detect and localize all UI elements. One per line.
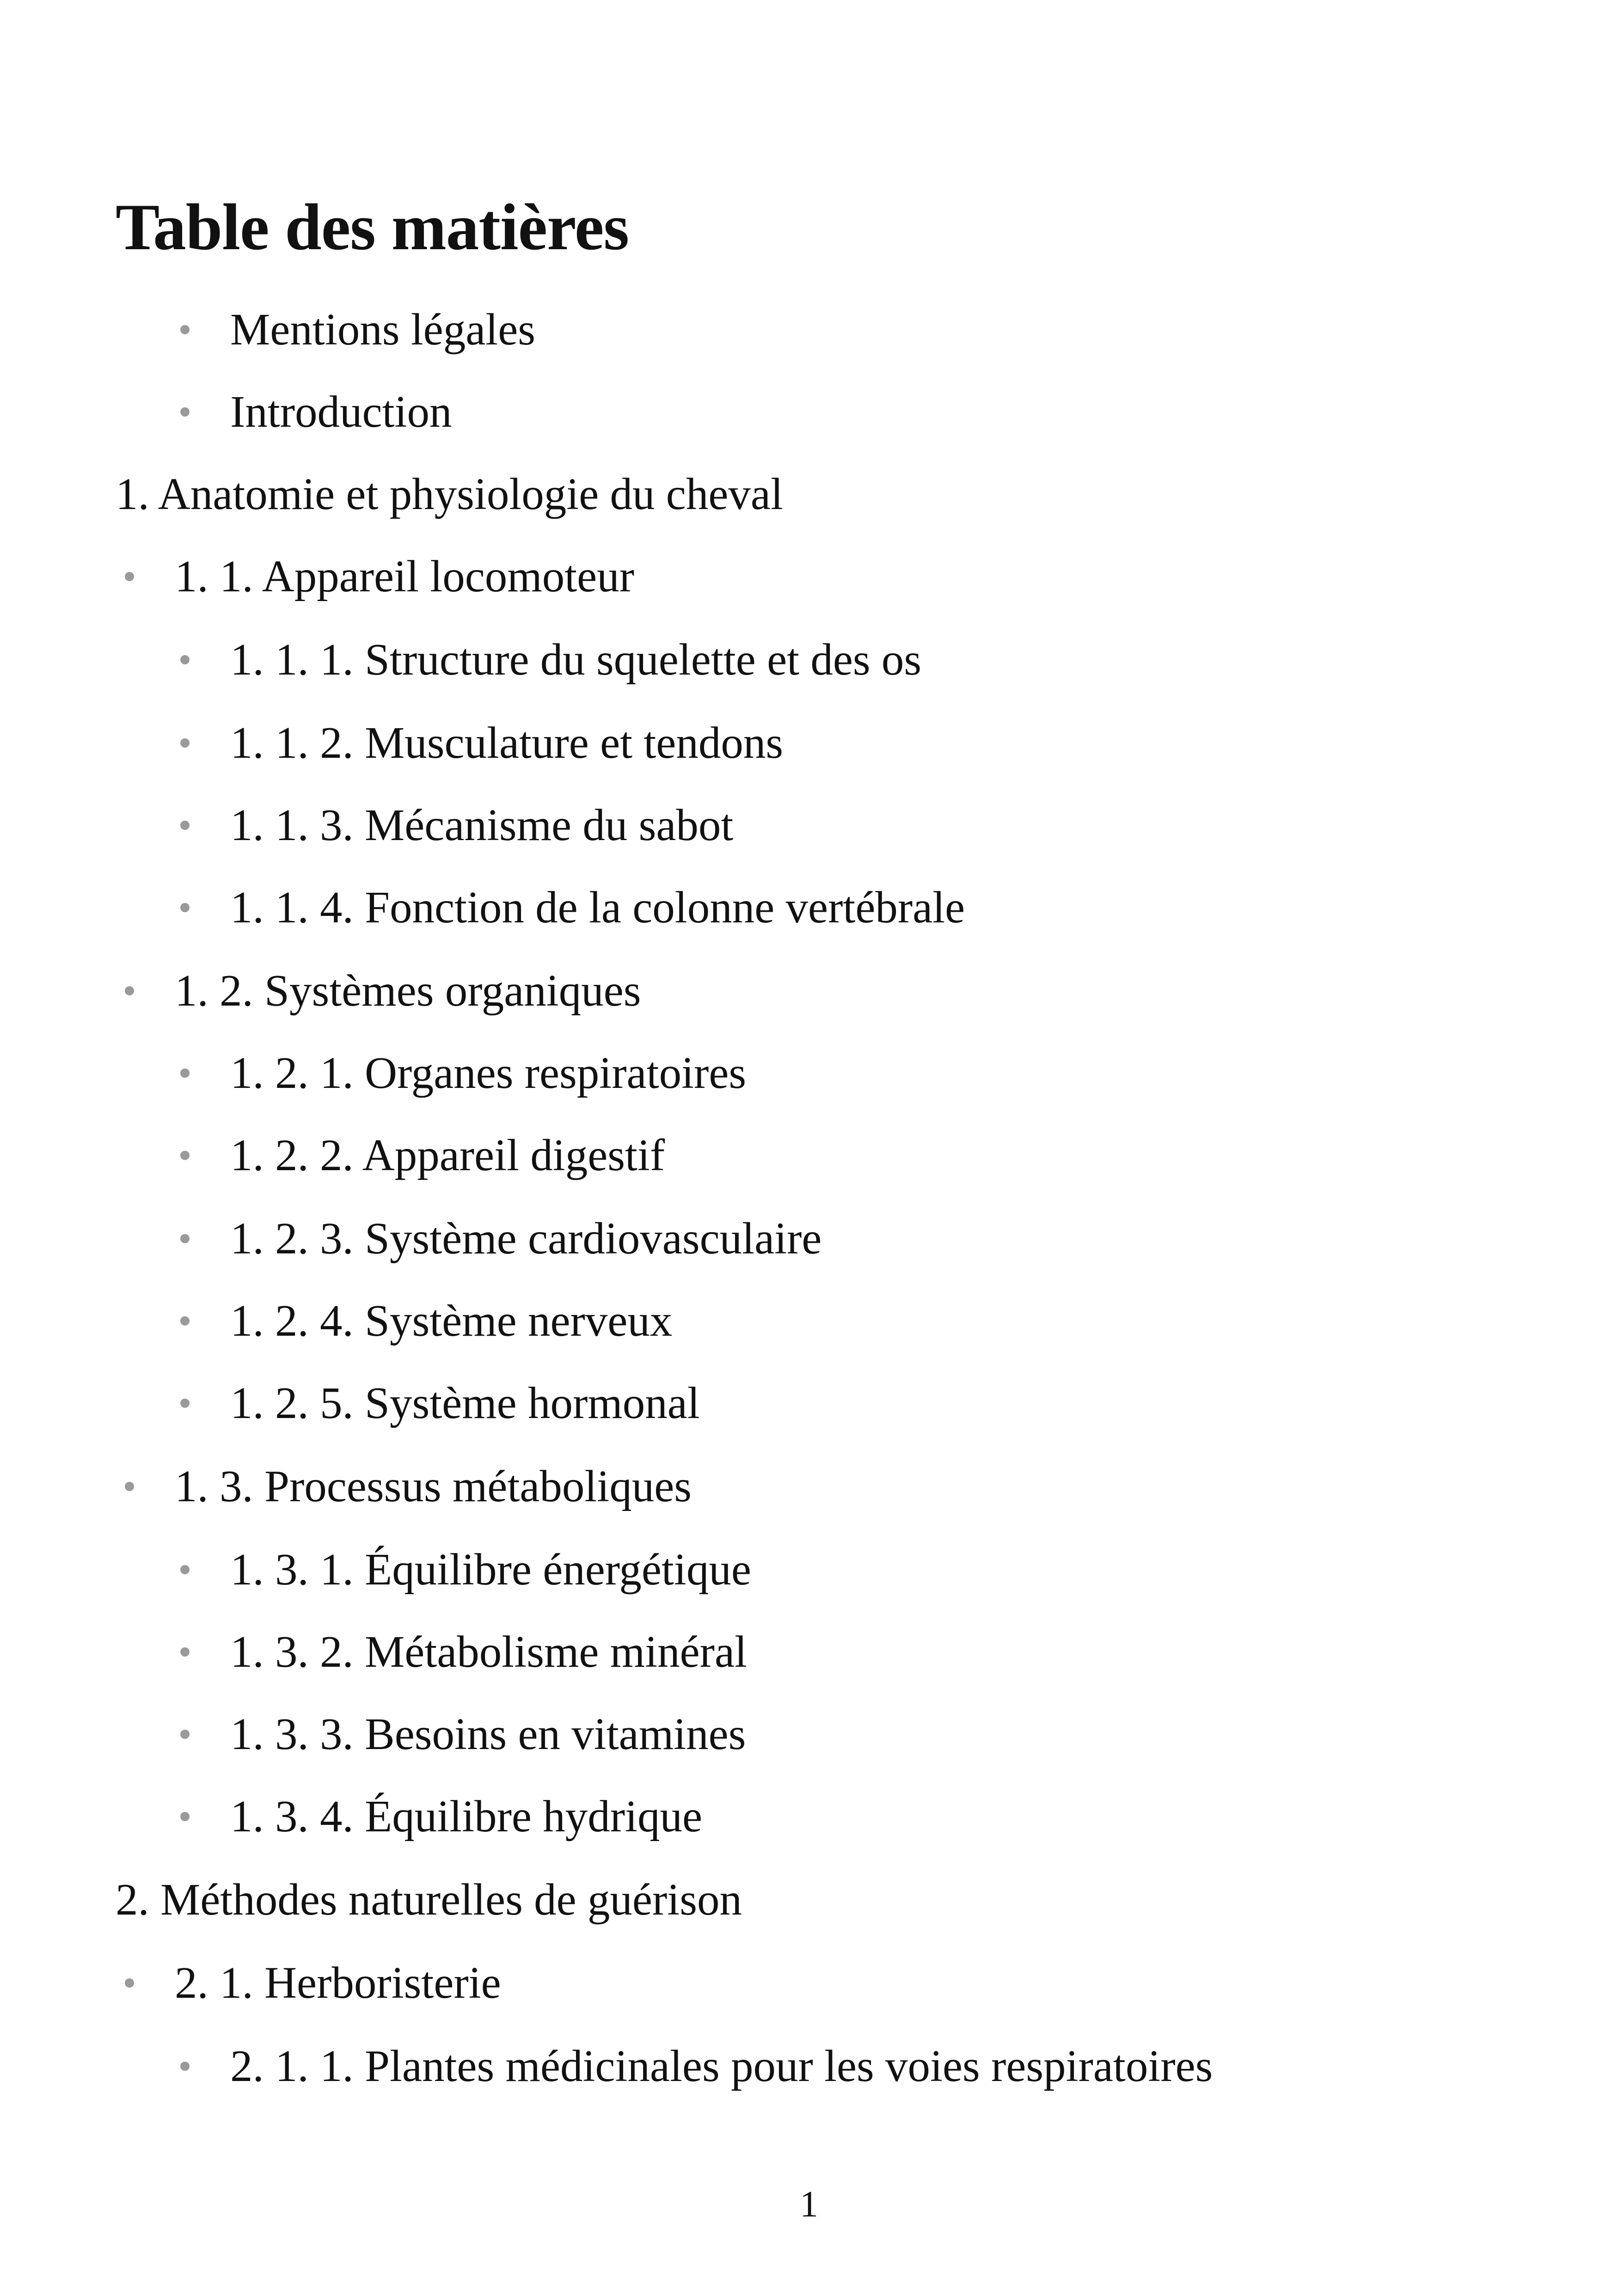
toc-item-label: 1. 2. 3. Système cardiovasculaire: [230, 1214, 822, 1263]
toc-item-label: 1. 1. 3. Mécanisme du sabot: [230, 800, 734, 850]
toc-item-label: 1. 3. 1. Équilibre énergétique: [230, 1545, 751, 1594]
toc-subsection-1-3-4[interactable]: [180, 1791, 702, 1842]
bullet-icon: [180, 1234, 190, 1243]
toc-subsection-1-3-3[interactable]: [180, 1709, 746, 1760]
bullet-icon: [180, 1812, 190, 1821]
toc-item-label: 2. 1. 1. Plantes médicinales pour les voies respiratoires: [230, 2041, 1213, 2091]
toc-subsection-1-2-3[interactable]: [180, 1213, 821, 1264]
toc-item-label: Introduction: [230, 387, 452, 436]
toc-item-label: 1. 1. 4. Fonction de la colonne vertébrale: [230, 883, 965, 932]
toc-section-1-2[interactable]: [125, 965, 641, 1016]
toc-item-label: 1. 2. 5. Système hormonal: [230, 1378, 700, 1428]
bullet-icon: [180, 1151, 190, 1160]
page-number: 1: [800, 2184, 818, 2225]
bullet-icon: [180, 1068, 190, 1078]
bullet-icon: [180, 1316, 190, 1326]
toc-subsection-1-1-1[interactable]: [180, 634, 921, 685]
toc-item-label: 1. 1. 2. Musculature et tendons: [230, 718, 784, 767]
toc-subsection-1-1-3[interactable]: [180, 800, 733, 851]
bullet-icon: [180, 325, 190, 334]
toc-subsection-1-2-2[interactable]: [180, 1130, 665, 1181]
toc-subsection-1-2-4[interactable]: [180, 1295, 672, 1346]
toc-subsection-1-3-1[interactable]: [180, 1544, 751, 1595]
page-title: Table des matières: [116, 190, 629, 264]
toc-item-label: 1. 3. 2. Métabolisme minéral: [230, 1627, 747, 1676]
toc-item-label: 1. 2. 1. Organes respiratoires: [230, 1048, 747, 1098]
toc-item-label: 2. Méthodes naturelles de guérison: [116, 1875, 742, 1924]
toc-item-label: 1. 1. Appareil locomoteur: [175, 552, 635, 601]
toc-subsection-1-1-2[interactable]: [180, 718, 783, 768]
bullet-icon: [180, 2062, 190, 2071]
toc-item-label: 1. 2. Systèmes organiques: [175, 966, 641, 1015]
toc-section-1-3[interactable]: [125, 1461, 692, 1512]
toc-chapter-2[interactable]: [116, 1874, 742, 1925]
toc-item-label: 1. 2. 4. Système nerveux: [230, 1296, 673, 1345]
toc-chapter-1[interactable]: [116, 469, 783, 520]
toc-item-label: 1. 3. 4. Équilibre hydrique: [230, 1792, 703, 1841]
toc-item-label: 2. 1. Herboristerie: [175, 1958, 501, 2007]
bullet-icon: [180, 407, 190, 417]
toc-item-label: 1. Anatomie et physiologie du cheval: [116, 469, 783, 519]
bullet-icon: [180, 1399, 190, 1408]
toc-section-1-1[interactable]: [125, 551, 634, 602]
toc-item-label: 1. 3. 3. Besoins en vitamines: [230, 1709, 746, 1759]
toc-subsection-1-2-5[interactable]: [180, 1378, 700, 1429]
bullet-icon: [180, 655, 190, 664]
bullet-icon: [125, 572, 134, 581]
toc-subsection-2-1-1[interactable]: [180, 2041, 1213, 2092]
bullet-icon: [180, 738, 190, 748]
bullet-icon: [180, 1647, 190, 1657]
bullet-icon: [125, 986, 134, 995]
bullet-icon: [180, 1730, 190, 1739]
toc-item-label: Mentions légales: [230, 305, 536, 354]
bullet-icon: [180, 1565, 190, 1574]
toc-item-label: 1. 3. Processus métaboliques: [175, 1461, 692, 1511]
toc-item-mentions-legales[interactable]: [180, 304, 535, 355]
bullet-icon: [180, 821, 190, 830]
toc-subsection-1-3-2[interactable]: [180, 1627, 747, 1677]
bullet-icon: [125, 1978, 134, 1988]
toc-subsection-1-1-4[interactable]: [180, 882, 965, 933]
bullet-icon: [125, 1482, 134, 1491]
toc-subsection-1-2-1[interactable]: [180, 1048, 746, 1099]
toc-item-label: 1. 2. 2. Appareil digestif: [230, 1130, 665, 1180]
toc-section-2-1[interactable]: [125, 1958, 501, 2008]
toc-item-introduction[interactable]: [180, 387, 452, 437]
bullet-icon: [180, 903, 190, 912]
toc-item-label: 1. 1. 1. Structure du squelette et des os: [230, 635, 922, 684]
